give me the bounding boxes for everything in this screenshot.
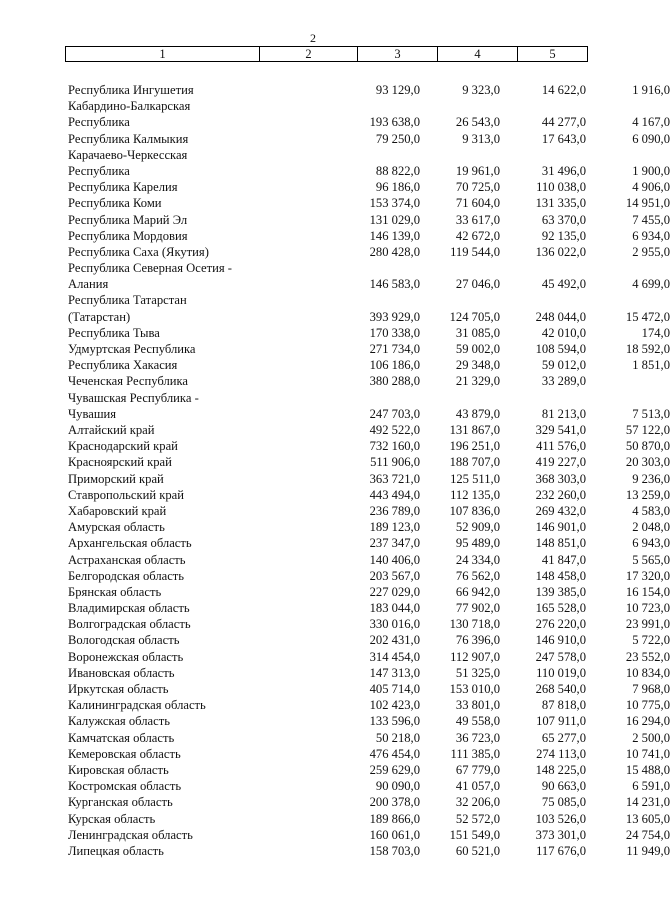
value-col-2: 160 061,0 bbox=[369, 827, 420, 842]
value-col-5: 20 303,0 bbox=[625, 455, 670, 470]
value-col-2: 492 522,0 bbox=[369, 423, 420, 438]
value-col-4: 131 335,0 bbox=[535, 196, 586, 211]
table-row bbox=[68, 373, 592, 389]
region-name: Курская область bbox=[68, 811, 156, 826]
value-col-3: 77 902,0 bbox=[455, 601, 500, 616]
value-col-2: 90 090,0 bbox=[375, 779, 420, 794]
value-col-3: 33 617,0 bbox=[455, 212, 500, 227]
value-col-3: 196 251,0 bbox=[449, 439, 500, 454]
value-col-5: 23 991,0 bbox=[625, 617, 670, 632]
region-name bbox=[68, 260, 232, 292]
table-body bbox=[68, 82, 670, 859]
value-col-2: 193 638,0 bbox=[369, 115, 420, 130]
table-row bbox=[68, 568, 670, 584]
table-row bbox=[68, 746, 670, 762]
value-col-5: 1 900,0 bbox=[632, 163, 670, 178]
value-col-5: 10 723,0 bbox=[625, 601, 670, 616]
value-col-4: 368 303,0 bbox=[535, 471, 586, 486]
region-name: Курганская область bbox=[68, 795, 173, 810]
region-name: Республика Мордовия bbox=[68, 228, 188, 243]
value-col-3: 24 334,0 bbox=[455, 552, 500, 567]
page-number: 2 bbox=[310, 31, 316, 45]
value-col-5: 11 949,0 bbox=[626, 843, 670, 858]
value-col-4: 165 528,0 bbox=[535, 601, 586, 616]
value-col-4: 276 220,0 bbox=[535, 617, 586, 632]
table-row bbox=[68, 730, 670, 746]
value-col-4: 247 578,0 bbox=[535, 649, 586, 664]
value-col-3: 19 961,0 bbox=[455, 163, 500, 178]
value-col-4: 146 901,0 bbox=[535, 520, 586, 535]
table-row bbox=[68, 811, 670, 827]
region-name: Костромская область bbox=[68, 779, 182, 794]
value-col-3: 36 723,0 bbox=[455, 730, 500, 745]
value-col-4: 139 385,0 bbox=[535, 584, 586, 599]
value-col-4: 75 085,0 bbox=[541, 795, 586, 810]
table-row bbox=[68, 260, 670, 292]
value-col-4: 269 432,0 bbox=[535, 503, 586, 518]
value-col-4: 14 622,0 bbox=[541, 83, 586, 97]
region-name: Архангельская область bbox=[68, 536, 192, 551]
value-col-5: 4 699,0 bbox=[632, 277, 670, 292]
region-name: Вологодская область bbox=[68, 633, 180, 648]
value-col-3: 130 718,0 bbox=[449, 617, 500, 632]
value-col-3: 43 879,0 bbox=[455, 406, 500, 421]
value-col-2: 280 428,0 bbox=[369, 244, 420, 259]
value-col-5: 50 870,0 bbox=[625, 439, 670, 454]
region-name: Калининградская область bbox=[68, 698, 206, 713]
table-row bbox=[68, 843, 670, 859]
value-col-2: 158 703,0 bbox=[369, 843, 420, 858]
value-col-4: 419 227,0 bbox=[535, 455, 586, 470]
table-row bbox=[68, 341, 670, 357]
value-col-5: 6 934,0 bbox=[632, 228, 670, 243]
value-col-2: 189 866,0 bbox=[369, 811, 420, 826]
table-row bbox=[68, 827, 670, 843]
value-col-3: 59 002,0 bbox=[455, 342, 500, 357]
value-col-5: 5 565,0 bbox=[632, 552, 670, 567]
region-name: Калужская область bbox=[68, 714, 170, 729]
value-col-5: 23 552,0 bbox=[625, 649, 670, 664]
column-header-2: 2 bbox=[260, 47, 358, 61]
region-name-line: Кабардино-Балкарская bbox=[68, 99, 191, 114]
value-col-5: 6 943,0 bbox=[632, 536, 670, 551]
value-col-2: 146 139,0 bbox=[369, 228, 420, 243]
table-row bbox=[68, 632, 670, 648]
value-col-2: 247 703,0 bbox=[369, 406, 420, 421]
value-col-5: 57 122,0 bbox=[625, 423, 670, 438]
value-col-5: 5 722,0 bbox=[632, 633, 670, 648]
value-col-3: 66 942,0 bbox=[455, 584, 500, 599]
value-col-4: 59 012,0 bbox=[541, 358, 586, 373]
table-row bbox=[68, 487, 670, 503]
value-col-4: 148 225,0 bbox=[535, 762, 586, 777]
value-col-3: 131 867,0 bbox=[449, 423, 500, 438]
region-name bbox=[68, 292, 187, 324]
table-row bbox=[68, 697, 670, 713]
value-col-3: 67 779,0 bbox=[455, 762, 500, 777]
value-col-3: 151 549,0 bbox=[449, 827, 500, 842]
table-row bbox=[68, 228, 670, 244]
value-col-4: 110 038,0 bbox=[536, 180, 586, 195]
value-col-4: 103 526,0 bbox=[535, 811, 586, 826]
value-col-2: 314 454,0 bbox=[369, 649, 420, 664]
region-name-line: Республика Татарстан bbox=[68, 293, 187, 308]
value-col-2: 106 186,0 bbox=[369, 358, 420, 373]
value-col-4: 411 576,0 bbox=[536, 439, 586, 454]
column-header-4: 4 bbox=[438, 47, 518, 61]
table-row bbox=[68, 179, 670, 195]
value-col-4: 65 277,0 bbox=[541, 730, 586, 745]
value-col-3: 49 558,0 bbox=[455, 714, 500, 729]
region-name: Ставропольский край bbox=[68, 487, 185, 502]
column-header-3: 3 bbox=[358, 47, 438, 61]
value-col-5: 174,0 bbox=[641, 325, 670, 340]
value-col-2: 133 596,0 bbox=[369, 714, 420, 729]
value-col-4: 110 019,0 bbox=[536, 665, 586, 680]
value-col-2: 476 454,0 bbox=[369, 746, 420, 761]
value-col-4: 117 676,0 bbox=[536, 843, 586, 858]
region-name: Амурская область bbox=[68, 520, 165, 535]
table-row bbox=[68, 519, 670, 535]
value-col-3: 26 543,0 bbox=[455, 115, 500, 130]
table-row bbox=[68, 422, 670, 438]
value-col-5: 16 294,0 bbox=[625, 714, 670, 729]
value-col-3: 31 085,0 bbox=[455, 325, 500, 340]
value-col-2: 50 218,0 bbox=[375, 730, 420, 745]
value-col-4: 268 540,0 bbox=[535, 682, 586, 697]
value-col-5: 2 048,0 bbox=[632, 520, 670, 535]
region-name: Кировская область bbox=[68, 762, 169, 777]
value-col-3: 71 604,0 bbox=[455, 196, 500, 211]
value-col-2: 259 629,0 bbox=[369, 762, 420, 777]
value-col-4: 81 213,0 bbox=[541, 406, 586, 421]
value-col-3: 70 725,0 bbox=[455, 180, 500, 195]
value-col-2: 79 250,0 bbox=[375, 131, 420, 146]
value-col-4: 33 289,0 bbox=[541, 374, 586, 389]
region-name: Волгоградская область bbox=[68, 617, 191, 632]
value-col-3: 107 836,0 bbox=[449, 503, 500, 518]
value-col-2: 363 721,0 bbox=[369, 471, 420, 486]
value-col-4: 45 492,0 bbox=[541, 277, 586, 292]
value-col-4: 92 135,0 bbox=[541, 228, 586, 243]
value-col-5: 18 592,0 bbox=[625, 342, 670, 357]
value-col-4: 17 643,0 bbox=[541, 131, 586, 146]
value-col-4: 31 496,0 bbox=[541, 163, 586, 178]
table-row bbox=[68, 600, 670, 616]
value-col-5: 10 834,0 bbox=[625, 665, 670, 680]
value-col-5: 4 906,0 bbox=[632, 180, 670, 195]
table-row bbox=[68, 713, 670, 729]
region-name: Красноярский край bbox=[68, 455, 172, 470]
table-row bbox=[68, 438, 670, 454]
value-col-3: 119 544,0 bbox=[450, 244, 500, 259]
value-col-3: 76 562,0 bbox=[455, 568, 500, 583]
value-col-4: 329 541,0 bbox=[535, 423, 586, 438]
value-col-4: 274 113,0 bbox=[536, 746, 586, 761]
value-col-4: 41 847,0 bbox=[541, 552, 586, 567]
value-col-3: 112 907,0 bbox=[450, 649, 500, 664]
value-col-2: 227 029,0 bbox=[369, 584, 420, 599]
region-name bbox=[68, 390, 199, 422]
table-row bbox=[68, 649, 670, 665]
value-col-4: 146 910,0 bbox=[535, 633, 586, 648]
table-row bbox=[68, 244, 670, 260]
value-col-2: 102 423,0 bbox=[369, 698, 420, 713]
value-col-2: 271 734,0 bbox=[369, 342, 420, 357]
value-col-2: 236 789,0 bbox=[369, 503, 420, 518]
region-name: Краснодарский край bbox=[68, 439, 178, 454]
value-col-2: 146 583,0 bbox=[369, 277, 420, 292]
value-col-3: 33 801,0 bbox=[455, 698, 500, 713]
region-name bbox=[68, 147, 187, 179]
region-name: Алтайский край bbox=[68, 423, 155, 438]
region-name: Республика Ингушетия bbox=[68, 83, 194, 97]
value-col-2: 237 347,0 bbox=[369, 536, 420, 551]
value-col-3: 125 511,0 bbox=[450, 471, 500, 486]
region-name: Владимирская область bbox=[68, 601, 190, 616]
table-row bbox=[68, 778, 670, 794]
value-col-4: 232 260,0 bbox=[535, 487, 586, 502]
region-name: Брянская область bbox=[68, 584, 162, 599]
value-col-5: 2 500,0 bbox=[632, 730, 670, 745]
table-row bbox=[68, 147, 670, 179]
table-row bbox=[68, 357, 670, 373]
table-row bbox=[68, 292, 670, 324]
table-row bbox=[68, 212, 670, 228]
value-col-5: 6 591,0 bbox=[632, 779, 670, 794]
value-col-2: 732 160,0 bbox=[369, 439, 420, 454]
value-col-2: 170 338,0 bbox=[369, 325, 420, 340]
region-name: Ивановская область bbox=[68, 665, 175, 680]
value-col-4: 44 277,0 bbox=[541, 115, 586, 130]
table-row bbox=[68, 195, 670, 211]
region-name-line: Карачаево-Черкесская bbox=[68, 147, 188, 162]
column-header-5: 5 bbox=[549, 47, 556, 61]
value-col-2: 189 123,0 bbox=[369, 520, 420, 535]
value-col-5: 13 605,0 bbox=[625, 811, 670, 826]
value-col-4: 148 458,0 bbox=[535, 568, 586, 583]
table-row bbox=[68, 665, 670, 681]
value-col-3: 124 705,0 bbox=[449, 309, 500, 324]
value-col-3: 9 323,0 bbox=[462, 83, 500, 97]
region-name: Липецкая область bbox=[68, 843, 164, 858]
value-col-5: 7 968,0 bbox=[632, 682, 670, 697]
value-col-4: 248 044,0 bbox=[535, 309, 586, 324]
region-name-line: Чувашская Республика - bbox=[68, 390, 199, 405]
value-col-5: 13 259,0 bbox=[625, 487, 670, 502]
value-col-2: 393 929,0 bbox=[369, 309, 420, 324]
value-col-3: 153 010,0 bbox=[449, 682, 500, 697]
value-col-2: 200 378,0 bbox=[369, 795, 420, 810]
value-col-5: 2 955,0 bbox=[632, 244, 670, 259]
value-col-5: 15 488,0 bbox=[625, 762, 670, 777]
value-col-2: 330 016,0 bbox=[369, 617, 420, 632]
region-name: Удмуртская Республика bbox=[68, 342, 196, 357]
table-row bbox=[68, 584, 670, 600]
value-col-2: 96 186,0 bbox=[375, 180, 420, 195]
column-header-1: 1 bbox=[66, 47, 260, 61]
value-col-3: 29 348,0 bbox=[455, 358, 500, 373]
table-row bbox=[68, 131, 670, 147]
table-column-header bbox=[65, 46, 588, 62]
region-name-line: Чувашия bbox=[68, 406, 117, 421]
table-row bbox=[68, 325, 670, 341]
table-row bbox=[68, 454, 670, 470]
value-col-5: 15 472,0 bbox=[625, 309, 670, 324]
value-col-3: 112 135,0 bbox=[450, 487, 500, 502]
region-name: Хабаровский край bbox=[68, 503, 167, 518]
value-col-5: 1 851,0 bbox=[632, 358, 670, 373]
table-row bbox=[68, 762, 670, 778]
value-col-3: 9 313,0 bbox=[462, 131, 500, 146]
value-col-5: 10 775,0 bbox=[625, 698, 670, 713]
value-col-3: 32 206,0 bbox=[455, 795, 500, 810]
value-col-4: 373 301,0 bbox=[535, 827, 586, 842]
region-name: Ленинградская область bbox=[68, 827, 193, 842]
region-name: Белгородская область bbox=[68, 568, 185, 583]
region-name: Воронежская область bbox=[68, 649, 184, 664]
value-col-3: 76 396,0 bbox=[455, 633, 500, 648]
region-name: Республика Тыва bbox=[68, 325, 160, 340]
table-row bbox=[68, 794, 670, 810]
value-col-4: 63 370,0 bbox=[541, 212, 586, 227]
value-col-3: 111 385,0 bbox=[450, 746, 500, 761]
value-col-5: 14 231,0 bbox=[625, 795, 670, 810]
value-col-2: 147 313,0 bbox=[369, 665, 420, 680]
value-col-5: 24 754,0 bbox=[625, 827, 670, 842]
table-row bbox=[68, 471, 670, 487]
value-col-3: 51 325,0 bbox=[455, 665, 500, 680]
value-col-3: 41 057,0 bbox=[455, 779, 500, 794]
region-name: Республика Карелия bbox=[68, 180, 178, 195]
value-col-2: 511 906,0 bbox=[370, 455, 420, 470]
region-name: Республика Саха (Якутия) bbox=[68, 244, 209, 259]
value-col-2: 203 567,0 bbox=[369, 568, 420, 583]
table-row bbox=[68, 552, 670, 568]
table-row bbox=[68, 681, 670, 697]
value-col-4: 148 851,0 bbox=[535, 536, 586, 551]
table-row bbox=[68, 390, 670, 422]
value-col-5: 14 951,0 bbox=[625, 196, 670, 211]
region-name: Камчатская область bbox=[68, 730, 175, 745]
value-col-2: 140 406,0 bbox=[369, 552, 420, 567]
value-col-2: 443 494,0 bbox=[369, 487, 420, 502]
value-col-5: 10 741,0 bbox=[625, 746, 670, 761]
value-col-2: 405 714,0 bbox=[369, 682, 420, 697]
region-name-line: Республика bbox=[68, 115, 130, 130]
table-row bbox=[68, 503, 670, 519]
value-col-2: 380 288,0 bbox=[369, 374, 420, 389]
region-name: Астраханская область bbox=[68, 552, 186, 567]
region-name: Республика Хакасия bbox=[68, 358, 178, 373]
value-col-5: 7 455,0 bbox=[632, 212, 670, 227]
value-col-3: 21 329,0 bbox=[455, 374, 500, 389]
value-col-2: 131 029,0 bbox=[369, 212, 420, 227]
value-col-4: 108 594,0 bbox=[535, 342, 586, 357]
value-col-5: 4 583,0 bbox=[632, 503, 670, 518]
value-col-5: 4 167,0 bbox=[632, 115, 670, 130]
value-col-5: 17 320,0 bbox=[625, 568, 670, 583]
value-col-4: 87 818,0 bbox=[541, 698, 586, 713]
value-col-4: 90 663,0 bbox=[541, 779, 586, 794]
value-col-5: 9 236,0 bbox=[632, 471, 670, 486]
value-col-3: 95 489,0 bbox=[455, 536, 500, 551]
value-col-2: 202 431,0 bbox=[369, 633, 420, 648]
value-col-2: 88 822,0 bbox=[375, 163, 420, 178]
value-col-5: 1 916,0 bbox=[632, 83, 670, 97]
value-col-3: 188 707,0 bbox=[449, 455, 500, 470]
region-name bbox=[68, 98, 190, 130]
region-name-line: Алания bbox=[68, 277, 109, 292]
value-col-3: 52 572,0 bbox=[455, 811, 500, 826]
value-col-3: 60 521,0 bbox=[455, 843, 500, 858]
table-row bbox=[68, 82, 670, 98]
value-col-5: 7 513,0 bbox=[632, 406, 670, 421]
region-name: Приморский край bbox=[68, 471, 164, 486]
value-col-5: 16 154,0 bbox=[625, 584, 670, 599]
value-col-3: 52 909,0 bbox=[455, 520, 500, 535]
value-col-2: 153 374,0 bbox=[369, 196, 420, 211]
table-row bbox=[68, 616, 670, 632]
table-row bbox=[68, 98, 670, 130]
value-col-4: 107 911,0 bbox=[536, 714, 586, 729]
region-name: Республика Калмыкия bbox=[68, 131, 189, 146]
region-name: Республика Марий Эл bbox=[68, 212, 188, 227]
region-name: Чеченская Республика bbox=[68, 374, 189, 389]
region-name-line: (Татарстан) bbox=[68, 309, 131, 324]
value-col-3: 27 046,0 bbox=[455, 277, 500, 292]
value-col-2: 93 129,0 bbox=[375, 83, 420, 97]
value-col-2: 183 044,0 bbox=[369, 601, 420, 616]
region-name: Республика Коми bbox=[68, 196, 162, 211]
region-name-line: Республика Северная Осетия - bbox=[68, 261, 232, 276]
region-name: Иркутская область bbox=[68, 682, 169, 697]
value-col-5: 6 090,0 bbox=[632, 131, 670, 146]
value-col-3: 42 672,0 bbox=[455, 228, 500, 243]
region-name: Кемеровская область bbox=[68, 746, 181, 761]
value-col-4: 42 010,0 bbox=[541, 325, 586, 340]
region-name-line: Республика bbox=[68, 163, 130, 178]
table-row bbox=[68, 535, 670, 551]
value-col-4: 136 022,0 bbox=[535, 244, 586, 259]
